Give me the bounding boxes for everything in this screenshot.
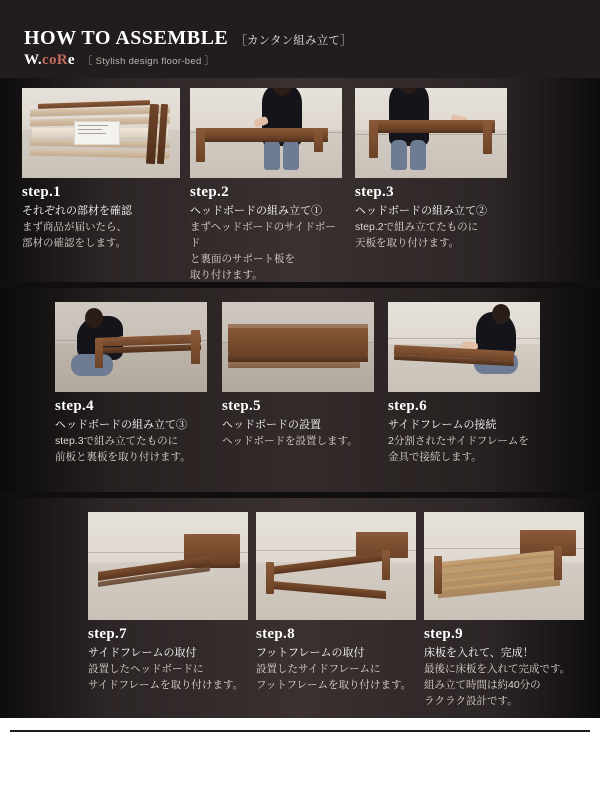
step-cell-7 <box>88 512 248 694</box>
step-7-title: サイドフレームの取付 <box>88 646 197 659</box>
step-2-body-line-1: まずヘッドボードのサイドボード <box>190 221 336 250</box>
step-6-body-line-1: 2分割されたサイドフレームを <box>388 435 529 448</box>
page-header <box>0 0 600 78</box>
step-5-title: ヘッドボードの設置 <box>222 418 321 431</box>
brand-name <box>24 52 75 68</box>
step-8-body-line-1: 設置したサイドフレームに <box>256 663 381 676</box>
step-4-body-line-1: step.3で組み立てたものに <box>55 435 179 448</box>
step-cell-4 <box>55 302 207 466</box>
step-5-photo <box>222 302 374 392</box>
step-cell-1 <box>22 88 180 252</box>
step-6-number: step.6 <box>388 398 427 414</box>
step-cell-9 <box>424 512 584 710</box>
step-6-photo <box>388 302 540 392</box>
page-title-sub: ［カンタン組み立て］ <box>235 35 352 47</box>
step-cell-3 <box>355 88 507 252</box>
step-5-body-line-1: ヘッドボードを設置します。 <box>222 435 358 448</box>
step-1-title: それぞれの部材を確認 <box>22 204 132 217</box>
step-7-body-line-2: サイドフレームを取り付けます。 <box>88 679 244 692</box>
footer-divider <box>10 730 590 732</box>
step-cell-8 <box>256 512 416 694</box>
step-9-body-line-2: 組み立て時間は約40分の <box>424 679 541 692</box>
step-2-title: ヘッドボードの組み立て① <box>190 204 322 217</box>
step-3-title: ヘッドボードの組み立て② <box>355 204 487 217</box>
step-4-body-line-2: 前板と裏板を取り付けます。 <box>55 451 191 464</box>
brand-part-co: coR <box>41 52 68 68</box>
brand-part-e: e <box>67 52 75 68</box>
step-9-body-line-3: ラクラク設計です。 <box>424 694 518 707</box>
step-cell-6 <box>388 302 540 466</box>
step-6-title: サイドフレームの接続 <box>388 418 497 431</box>
step-cell-2 <box>190 88 342 283</box>
step-9-number: step.9 <box>424 626 463 642</box>
step-4-photo <box>55 302 207 392</box>
step-2-body-line-2: と裏面のサポート板を <box>190 252 295 265</box>
page-title <box>24 27 352 50</box>
step-2-photo <box>190 88 342 178</box>
page-footer <box>0 718 600 790</box>
step-1-body-line-2: 部材の確認をします。 <box>22 237 127 250</box>
brand-part-w: W. <box>24 52 42 68</box>
step-8-title: フットフレームの取付 <box>256 646 365 659</box>
step-4-number: step.4 <box>55 398 94 414</box>
step-7-photo <box>88 512 248 620</box>
step-8-photo <box>256 512 416 620</box>
step-8-number: step.8 <box>256 626 295 642</box>
step-cell-5 <box>222 302 374 450</box>
step-8-body-line-2: フットフレームを取り付けます。 <box>256 679 412 692</box>
step-3-body-line-2: 天板を取り付けます。 <box>355 237 460 250</box>
step-9-photo <box>424 512 584 620</box>
step-7-body-line-1: 設置したヘッドボードに <box>88 663 204 676</box>
step-6-body-line-2: 金具で接続します。 <box>388 451 482 464</box>
brand-tagline: ［ Stylish design floor-bed ］ <box>82 56 215 67</box>
step-3-body-line-1: step.2で組み立てたものに <box>355 221 479 234</box>
step-5-number: step.5 <box>222 398 261 414</box>
step-3-number: step.3 <box>355 184 394 200</box>
step-9-body-line-1: 最後に床板を入れて完成です。 <box>424 663 571 676</box>
step-1-photo <box>22 88 180 178</box>
step-2-body-line-3: 取り付けます。 <box>190 268 263 281</box>
page-title-main: HOW TO ASSEMBLE <box>24 27 229 49</box>
step-1-number: step.1 <box>22 184 61 200</box>
step-7-number: step.7 <box>88 626 127 642</box>
step-2-number: step.2 <box>190 184 229 200</box>
step-3-photo <box>355 88 507 178</box>
step-1-body-line-1: まず商品が届いたら、 <box>22 221 127 234</box>
brand-row <box>24 51 214 69</box>
step-4-title: ヘッドボードの組み立て③ <box>55 418 187 431</box>
step-9-title: 床板を入れて、完成！ <box>424 646 534 659</box>
